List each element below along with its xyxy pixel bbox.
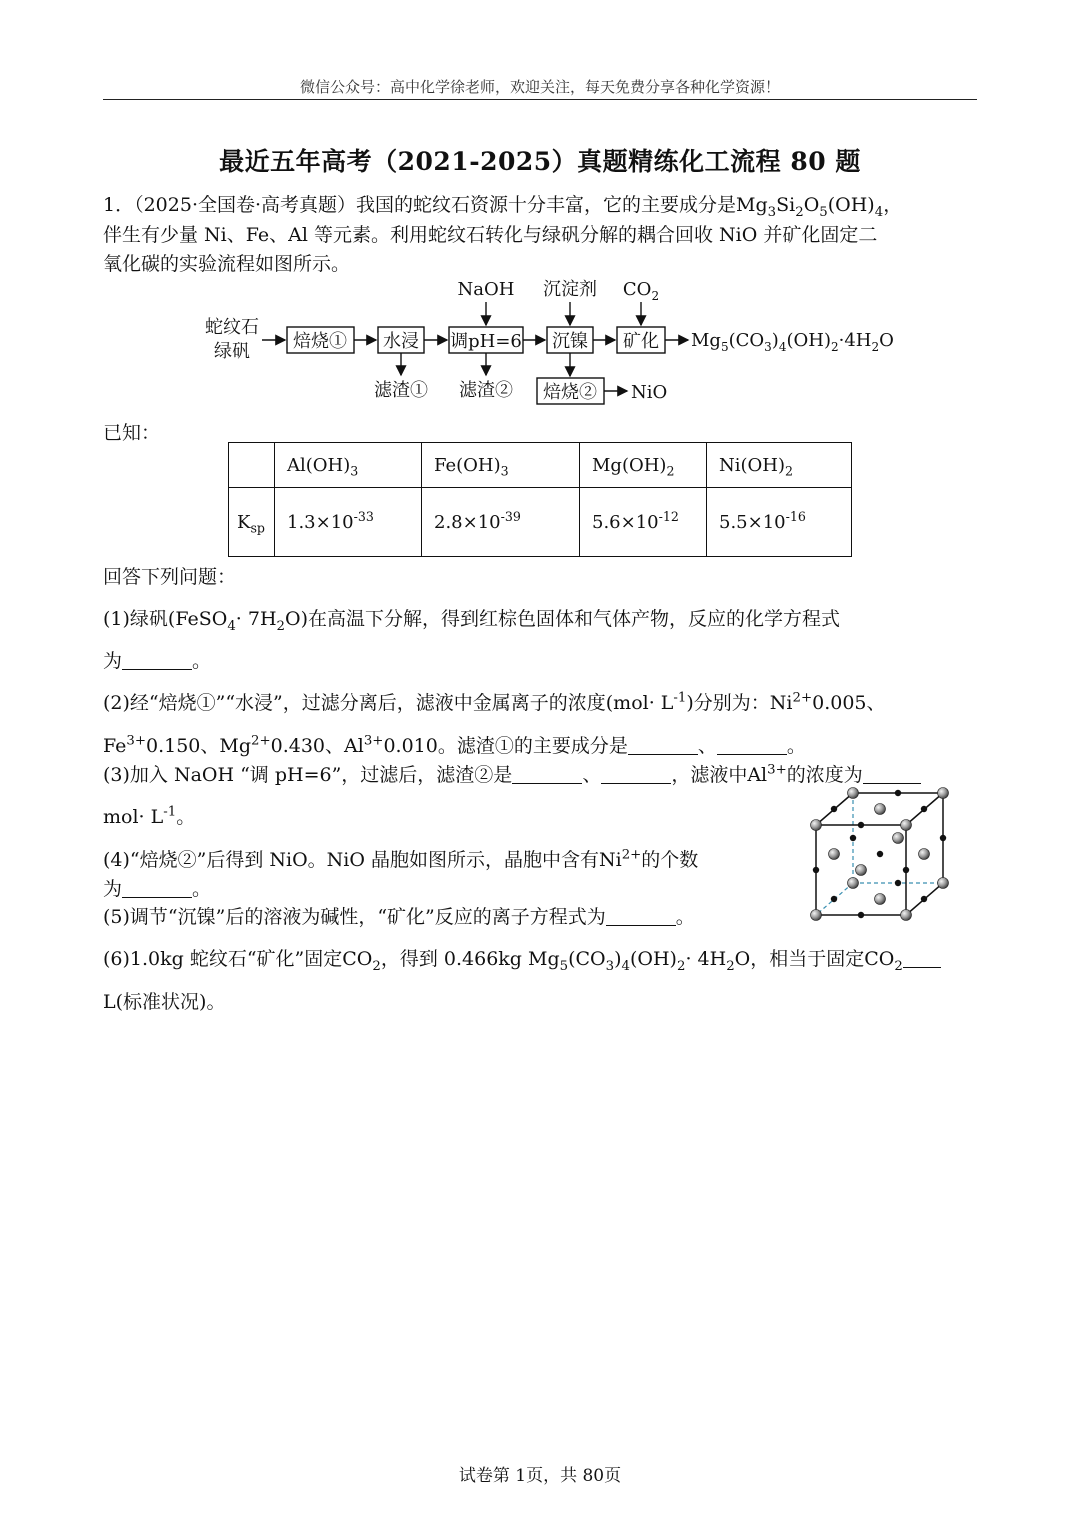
- answer-blank-3a[interactable]: [512, 764, 582, 784]
- q1-intro-line-1: [103, 190, 903, 220]
- question-4-line-1: (4)“焙烧②”后得到 NiO。NiO 晶胞如图所示，晶胞中含有$Ni^{2+}$的个数: [103, 847, 699, 871]
- flow-product: $Mg_5(CO_3)_4(OH)_2\cdot 4H_2O$: [691, 330, 894, 354]
- question-6-line-2: L(标准状况)。: [103, 991, 226, 1013]
- ksp-value-mgoh2: $5.6\times 10^{-12}$: [580, 488, 707, 557]
- ksp-value-feoh3: $2.8\times 10^{-39}$: [422, 488, 580, 557]
- known-label: 已知：: [103, 422, 161, 444]
- step-roast-1: 焙烧①: [293, 331, 347, 352]
- ksp-col-mgoh2: $Mg(OH)_2$: [580, 443, 707, 488]
- ksp-col-aloh3: $Al(OH)_3$: [275, 443, 422, 488]
- page-header: 微信公众号：高中化学徐老师，欢迎关注，每天免费分享各种化学资源！: [299, 78, 780, 96]
- q1-intro-line-2: 伴生有少量 Ni、Fe、Al 等元素。利用蛇纹石转化与绿矾分解的耦合回收 NiO 并矿化固定二: [103, 224, 878, 246]
- ksp-value-aloh3: $1.3\times 10^{-33}$: [275, 488, 422, 557]
- ksp-col-feoh3: $Fe(OH)_3$: [422, 443, 580, 488]
- page-footer: 试卷第 1页，共 80页: [458, 1466, 622, 1486]
- nio-unit-cell-figure: [800, 780, 965, 930]
- answer-intro: 回答下列问题：: [103, 566, 237, 588]
- answer-blank-2b[interactable]: [717, 735, 787, 755]
- answer-blank-2a[interactable]: [628, 735, 698, 755]
- reagent-precipitant: 沉淀剂: [543, 279, 597, 300]
- answer-blank-4[interactable]: [122, 878, 192, 898]
- ksp-row-label: $K_{sp}$: [229, 488, 275, 557]
- ksp-col-nioh2: $Ni(OH)_2$: [707, 443, 852, 488]
- question-4-line-2: 为 。: [103, 878, 212, 900]
- answer-blank-5[interactable]: [606, 906, 676, 926]
- main-formula: $Mg_3Si_2O_5(OH)_4$，: [736, 194, 903, 220]
- q1-number: 1．: [103, 194, 135, 216]
- ksp-value-nioh2: $5.5\times 10^{-16}$: [707, 488, 852, 557]
- question-6-line-1: (6)1.0kg 蛇纹石“矿化”固定$CO_2$，得到 0.466kg $Mg_5(CO_3)_4(OH)_2\cdot 4H_2O$，相当于固定$CO_2$: [103, 944, 941, 971]
- answer-blank-3b[interactable]: [601, 764, 671, 784]
- question-1-line-1: (1)绿矾(FeSO$_4$· $7H_2O$)在高温下分解，得到红棕色固体和气体产物，反应的化学方程式: [103, 608, 840, 634]
- answer-blank-1[interactable]: [122, 650, 192, 670]
- step-precipitate-ni: 沉镍: [552, 331, 588, 352]
- question-2-line-2: $Fe^{3+}0.150$、$Mg^{2+}0.430$、$Al^{3+}0.010$。滤渣①的主要成分是 、 。: [103, 733, 806, 757]
- question-3-line-1: (3)加入 NaOH “调 pH=6”，过滤后，滤渣②是 、 ，滤液中$Al^{3+}$的浓度为: [103, 760, 921, 787]
- question-3-line-2: $mol\cdot L^{-1}$。: [103, 804, 196, 828]
- question-5-line: (5)调节“沉镍”后的溶液为碱性，“矿化”反应的离子方程式为 。: [103, 906, 695, 928]
- step-roast-2: 焙烧②: [543, 382, 597, 403]
- step-mineralize: 矿化: [623, 331, 659, 352]
- page-title: 最近五年高考（2021-2025）真题精练化工流程 80 题: [219, 147, 861, 176]
- ksp-table: [228, 442, 852, 557]
- residue-2: 滤渣②: [459, 380, 513, 401]
- flow-input-1: 蛇纹石: [205, 317, 259, 338]
- step-adjust-ph: 调pH=6: [450, 331, 522, 352]
- process-flowchart: [0, 270, 1080, 410]
- question-1-line-2: 为 。: [103, 650, 212, 672]
- header-rule: [103, 99, 977, 100]
- q1-source: （2025·全国卷·高考真题）: [134, 194, 357, 216]
- step-leach: 水浸: [383, 331, 419, 352]
- question-2-line-1: (2)经“焙烧①”“水浸”，过滤分离后，滤液中金属离子的浓度$(mol\cdot L^{-1})$分别为：$Ni^{2+}0.005$、: [103, 690, 886, 714]
- residue-1: 滤渣①: [374, 380, 428, 401]
- ksp-table-corner: [229, 443, 275, 488]
- q1-intro-line-3: 氧化碳的实验流程如图所示。: [103, 253, 351, 275]
- reagent-naoh: NaOH: [457, 279, 515, 300]
- flow-input-2: 绿矾: [214, 341, 250, 362]
- q1-intro-a: 我国的蛇纹石资源十分丰富，它的主要成分是: [356, 194, 737, 216]
- flow-nio: NiO: [631, 382, 668, 403]
- answer-blank-6[interactable]: [903, 948, 941, 968]
- reagent-co2: $CO_2$: [622, 279, 660, 303]
